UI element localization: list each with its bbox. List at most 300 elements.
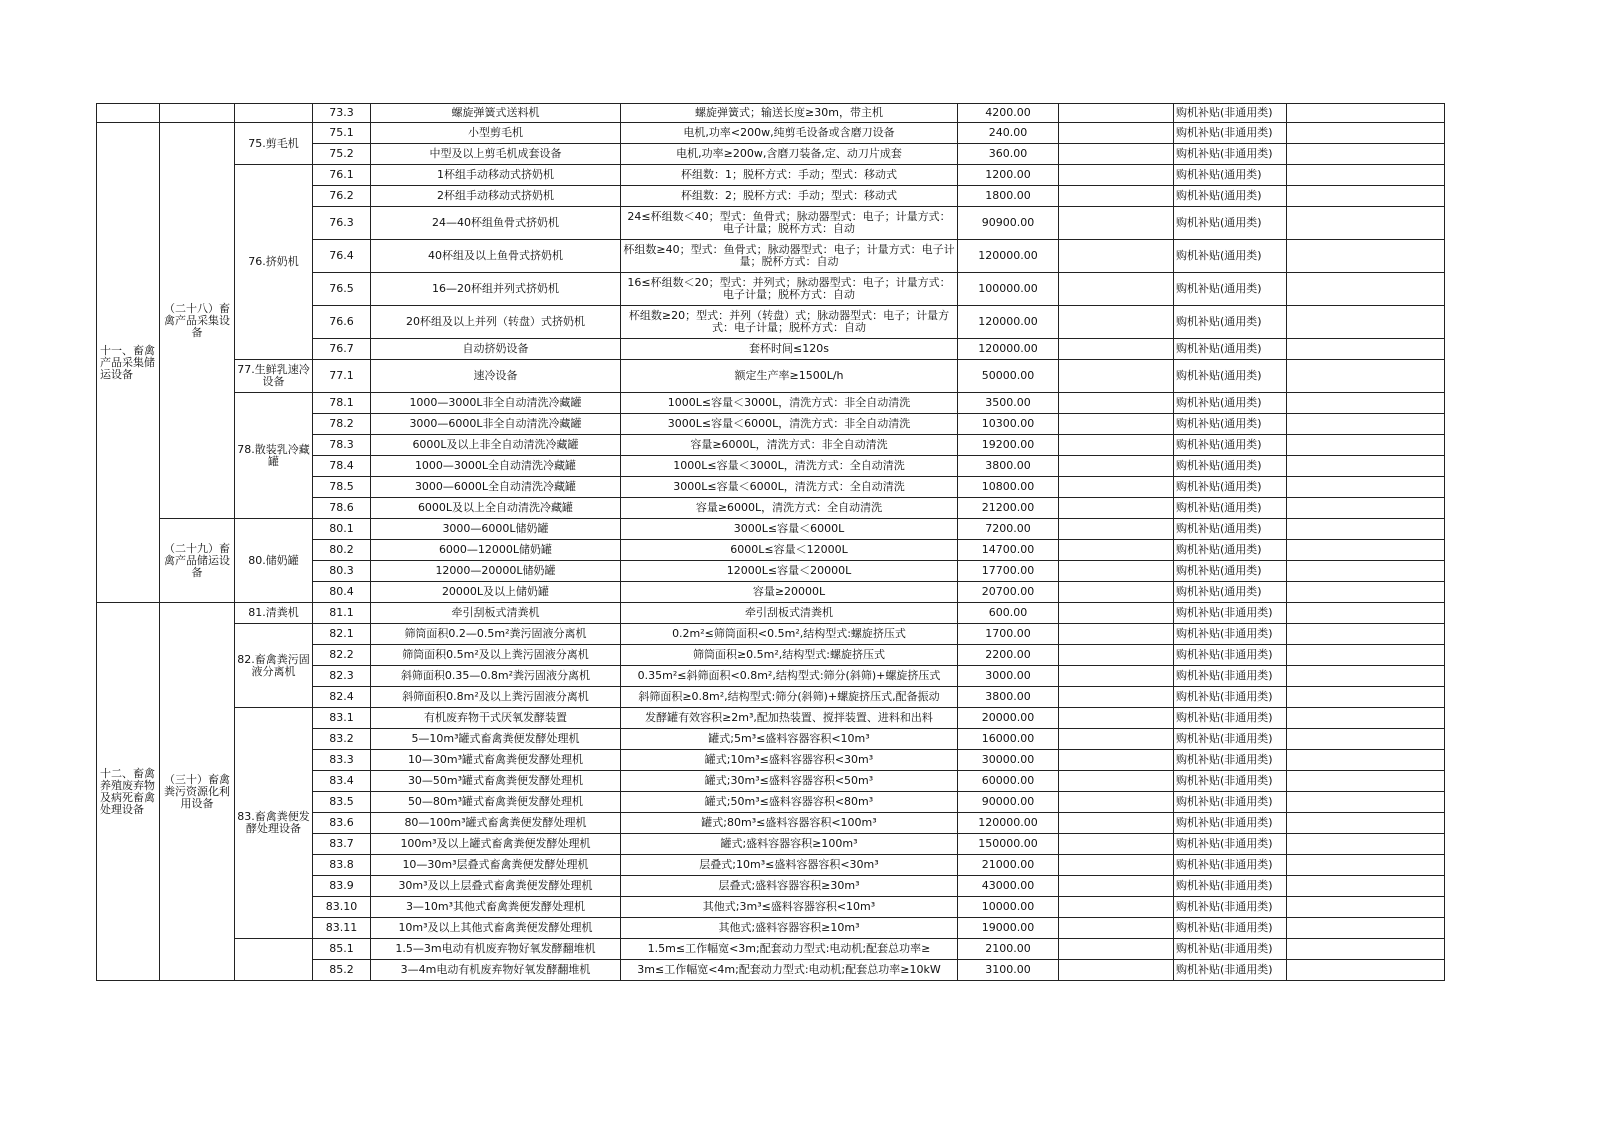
empty-cell [1287,104,1445,123]
cell-spec: 其他式;盛料容器容积≥10m³ [621,918,958,939]
cell-type: 购机补贴(通用类) [1174,207,1287,240]
cell-code: 83.2 [313,729,371,750]
cell-code: 78.4 [313,456,371,477]
cell-price: 100000.00 [958,273,1059,306]
cell-type: 购机补贴(非通用类) [1174,729,1287,750]
cell-note [1059,708,1174,729]
cell-note [1059,477,1174,498]
cell-note [1059,540,1174,561]
item-group-cell: 78.散装乳冷藏罐 [235,393,313,519]
cell-note [1059,750,1174,771]
cell-name: 24—40杯组鱼骨式挤奶机 [371,207,621,240]
cell-name: 牵引刮板式清粪机 [371,603,621,624]
table-row [97,165,1445,186]
cell-note [1059,582,1174,603]
empty-cell [1287,855,1445,876]
cell-type: 购机补贴(通用类) [1174,273,1287,306]
cell-code: 75.1 [313,123,371,144]
empty-cell [1287,240,1445,273]
cell-price: 360.00 [958,144,1059,165]
item-group-cell: 81.清粪机 [235,603,313,624]
cell-type: 购机补贴(非通用类) [1174,855,1287,876]
empty-cell [1287,519,1445,540]
table-row [97,939,1445,960]
cell-spec: 容量≥6000L，清洗方式：全自动清洗 [621,498,958,519]
cell-note [1059,339,1174,360]
cell-note [1059,876,1174,897]
cell-code: 76.6 [313,306,371,339]
cell-name: 5—10m³罐式畜禽粪便发酵处理机 [371,729,621,750]
cell-note [1059,729,1174,750]
empty-cell [1287,165,1445,186]
cell-type: 购机补贴(非通用类) [1174,792,1287,813]
cell-name: 3000—6000L储奶罐 [371,519,621,540]
cell-spec: 杯组数≥40；型式：鱼骨式；脉动器型式：电子；计量方式：电子计量；脱杯方式：自动 [621,240,958,273]
cell-type: 购机补贴(非通用类) [1174,603,1287,624]
item-group-cell: 80.储奶罐 [235,519,313,603]
empty-cell [1287,603,1445,624]
empty-cell [1287,207,1445,240]
cell-price: 3800.00 [958,687,1059,708]
cell-note [1059,414,1174,435]
empty-cell [1287,414,1445,435]
cell-code: 82.1 [313,624,371,645]
cell-type: 购机补贴(非通用类) [1174,834,1287,855]
cell-type: 购机补贴(通用类) [1174,306,1287,339]
cell-name: 速冷设备 [371,360,621,393]
cell-name: 2杯组手动移动式挤奶机 [371,186,621,207]
empty-cell [1287,273,1445,306]
cell-code: 80.4 [313,582,371,603]
empty-cell [1287,729,1445,750]
cell-type: 购机补贴(非通用类) [1174,750,1287,771]
cell-name: 10—30m³层叠式畜禽粪便发酵处理机 [371,855,621,876]
cell-type: 购机补贴(非通用类) [1174,876,1287,897]
cell-type: 购机补贴(通用类) [1174,393,1287,414]
cell-price: 17700.00 [958,561,1059,582]
empty-cell [1287,360,1445,393]
cell-type: 购机补贴(通用类) [1174,165,1287,186]
cell-code: 75.2 [313,144,371,165]
cell-name: 筛筒面积0.5m²及以上粪污固液分离机 [371,645,621,666]
cell-price: 21000.00 [958,855,1059,876]
cell-type: 购机补贴(非通用类) [1174,897,1287,918]
cell-note [1059,393,1174,414]
cell-spec: 3000L≤容量＜6000L [621,519,958,540]
cell-note [1059,918,1174,939]
cell-code: 80.1 [313,519,371,540]
empty-cell [1287,792,1445,813]
cell-name: 6000—12000L储奶罐 [371,540,621,561]
table-row [97,360,1445,393]
cell-spec: 杯组数：1；脱杯方式：手动；型式：移动式 [621,165,958,186]
cell-note [1059,360,1174,393]
cell-type: 购机补贴(通用类) [1174,339,1287,360]
cell-code: 78.3 [313,435,371,456]
cell-price: 7200.00 [958,519,1059,540]
cell-type: 购机补贴(非通用类) [1174,918,1287,939]
cell-spec: 罐式;10m³≤盛料容器容积<30m³ [621,750,958,771]
cell-note [1059,561,1174,582]
item-group-cell [235,104,313,123]
cell-note [1059,273,1174,306]
cell-price: 90000.00 [958,792,1059,813]
category-cell: 十一、畜禽产品采集储运设备 [97,123,160,603]
cell-spec: 3000L≤容量＜6000L，清洗方式：全自动清洗 [621,477,958,498]
cell-name: 1.5—3m电动有机废弃物好氧发酵翻堆机 [371,939,621,960]
cell-price: 3800.00 [958,456,1059,477]
cell-name: 10m³及以上其他式畜禽粪便发酵处理机 [371,918,621,939]
cell-type: 购机补贴(非通用类) [1174,144,1287,165]
empty-cell [1287,624,1445,645]
cell-name: 小型剪毛机 [371,123,621,144]
empty-cell [1287,498,1445,519]
cell-spec: 套杯时间≤120s [621,339,958,360]
cell-name: 斜筛面积0.35—0.8m²粪污固液分离机 [371,666,621,687]
cell-name: 3000—6000L非全自动清洗冷藏罐 [371,414,621,435]
cell-note [1059,897,1174,918]
cell-name: 自动挤奶设备 [371,339,621,360]
cell-name: 30m³及以上层叠式畜禽粪便发酵处理机 [371,876,621,897]
cell-code: 76.4 [313,240,371,273]
cell-price: 90900.00 [958,207,1059,240]
empty-cell [1287,897,1445,918]
cell-spec: 发酵罐有效容积≥2m³,配加热装置、搅拌装置、进料和出料 [621,708,958,729]
cell-spec: 16≤杯组数＜20；型式：并列式；脉动器型式：电子；计量方式：电子计量；脱杯方式：自动 [621,273,958,306]
cell-spec: 斜筛面积≥0.8m²,结构型式:筛分(斜筛)+螺旋挤压式,配备振动 [621,687,958,708]
empty-cell [1287,771,1445,792]
cell-note [1059,144,1174,165]
empty-cell [1287,582,1445,603]
cell-note [1059,165,1174,186]
empty-cell [1287,540,1445,561]
cell-code: 83.6 [313,813,371,834]
cell-price: 120000.00 [958,813,1059,834]
cell-spec: 1.5m≤工作幅宽<3m;配套动力型式:电动机;配套总功率≥ [621,939,958,960]
empty-cell [1287,435,1445,456]
cell-code: 83.3 [313,750,371,771]
cell-spec: 杯组数≥20；型式：并列（转盘）式；脉动器型式：电子；计量方式：电子计量；脱杯方式：自动 [621,306,958,339]
cell-code: 77.1 [313,360,371,393]
cell-price: 43000.00 [958,876,1059,897]
cell-spec: 其他式;3m³≤盛料容器容积<10m³ [621,897,958,918]
cell-name: 3000—6000L全自动清洗冷藏罐 [371,477,621,498]
cell-type: 购机补贴(非通用类) [1174,708,1287,729]
empty-cell [1287,186,1445,207]
cell-note [1059,939,1174,960]
item-group-cell: 83.畜禽粪便发酵处理设备 [235,708,313,939]
cell-type: 购机补贴(非通用类) [1174,123,1287,144]
cell-price: 3100.00 [958,960,1059,981]
cell-type: 购机补贴(通用类) [1174,456,1287,477]
cell-note [1059,603,1174,624]
cell-note [1059,456,1174,477]
cell-code: 76.5 [313,273,371,306]
empty-cell [1287,144,1445,165]
table-row [97,393,1445,414]
cell-price: 14700.00 [958,540,1059,561]
cell-price: 3500.00 [958,393,1059,414]
cell-code: 81.1 [313,603,371,624]
table-row [97,519,1445,540]
cell-name: 100m³及以上罐式畜禽粪便发酵处理机 [371,834,621,855]
cell-spec: 电机,功率<200w,纯剪毛设备或含磨刀设备 [621,123,958,144]
empty-cell [1287,876,1445,897]
cell-price: 1200.00 [958,165,1059,186]
cell-price: 4200.00 [958,104,1059,123]
cell-spec: 筛筒面积≥0.5m²,结构型式:螺旋挤压式 [621,645,958,666]
empty-cell [1287,306,1445,339]
empty-cell [1287,339,1445,360]
cell-code: 82.2 [313,645,371,666]
cell-spec: 容量≥20000L [621,582,958,603]
subcategory-cell: （二十八）畜禽产品采集设备 [160,123,235,519]
cell-spec: 罐式;30m³≤盛料容器容积<50m³ [621,771,958,792]
cell-code: 83.1 [313,708,371,729]
cell-name: 1杯组手动移动式挤奶机 [371,165,621,186]
cell-spec: 1000L≤容量＜3000L，清洗方式：全自动清洗 [621,456,958,477]
cell-type: 购机补贴(非通用类) [1174,645,1287,666]
cell-spec: 罐式;50m³≤盛料容器容积<80m³ [621,792,958,813]
cell-name: 螺旋弹簧式送料机 [371,104,621,123]
empty-cell [1287,813,1445,834]
cell-name: 80—100m³罐式畜禽粪便发酵处理机 [371,813,621,834]
cell-name: 1000—3000L全自动清洗冷藏罐 [371,456,621,477]
cell-type: 购机补贴(非通用类) [1174,624,1287,645]
cell-note [1059,687,1174,708]
table-row [97,603,1445,624]
cell-note [1059,792,1174,813]
cell-code: 76.3 [313,207,371,240]
cell-spec: 12000L≤容量＜20000L [621,561,958,582]
cell-note [1059,240,1174,273]
cell-spec: 杯组数：2；脱杯方式：手动；型式：移动式 [621,186,958,207]
cell-type: 购机补贴(通用类) [1174,477,1287,498]
empty-cell [1287,645,1445,666]
cell-name: 10—30m³罐式畜禽粪便发酵处理机 [371,750,621,771]
cell-code: 80.3 [313,561,371,582]
item-group-cell: 82.畜禽粪污固液分离机 [235,624,313,708]
empty-cell [1287,477,1445,498]
item-group-cell: 77.生鲜乳速冷设备 [235,360,313,393]
cell-price: 120000.00 [958,240,1059,273]
cell-spec: 螺旋弹簧式；输送长度≥30m，带主机 [621,104,958,123]
cell-price: 20700.00 [958,582,1059,603]
cell-price: 19000.00 [958,918,1059,939]
cell-price: 150000.00 [958,834,1059,855]
subcategory-cell: （二十九）畜禽产品储运设备 [160,519,235,603]
item-group-cell: 76.挤奶机 [235,165,313,360]
cell-name: 筛筒面积0.2—0.5m²粪污固液分离机 [371,624,621,645]
table-row [97,708,1445,729]
empty-cell [1287,834,1445,855]
cell-type: 购机补贴(非通用类) [1174,939,1287,960]
cell-name: 40杯组及以上鱼骨式挤奶机 [371,240,621,273]
cell-note [1059,123,1174,144]
cell-price: 21200.00 [958,498,1059,519]
cell-name: 3—10m³其他式畜禽粪便发酵处理机 [371,897,621,918]
cell-code: 83.8 [313,855,371,876]
cell-code: 82.4 [313,687,371,708]
cell-price: 3000.00 [958,666,1059,687]
empty-cell [1287,666,1445,687]
cell-type: 购机补贴(非通用类) [1174,104,1287,123]
cell-code: 76.7 [313,339,371,360]
cell-spec: 容量≥6000L，清洗方式：非全自动清洗 [621,435,958,456]
cell-note [1059,645,1174,666]
cell-name: 16—20杯组并列式挤奶机 [371,273,621,306]
cell-code: 78.5 [313,477,371,498]
cell-price: 10000.00 [958,897,1059,918]
cell-spec: 3m≤工作幅宽<4m;配套动力型式:电动机;配套总功率≥10kW [621,960,958,981]
empty-cell [1287,123,1445,144]
cell-spec: 层叠式;10m³≤盛料容器容积<30m³ [621,855,958,876]
cell-note [1059,960,1174,981]
table-row [97,624,1445,645]
cell-note [1059,855,1174,876]
empty-cell [1287,456,1445,477]
cell-type: 购机补贴(通用类) [1174,240,1287,273]
cell-name: 12000—20000L储奶罐 [371,561,621,582]
cell-code: 83.10 [313,897,371,918]
cell-name: 6000L及以上非全自动清洗冷藏罐 [371,435,621,456]
empty-cell [1287,561,1445,582]
cell-spec: 0.35m²≤斜筛面积<0.8m²,结构型式:筛分(斜筛)+螺旋挤压式 [621,666,958,687]
cell-name: 20000L及以上储奶罐 [371,582,621,603]
cell-note [1059,306,1174,339]
cell-name: 斜筛面积0.8m²及以上粪污固液分离机 [371,687,621,708]
cell-spec: 罐式;盛料容器容积≥100m³ [621,834,958,855]
cell-price: 10800.00 [958,477,1059,498]
cell-spec: 罐式;80m³≤盛料容器容积<100m³ [621,813,958,834]
cell-note [1059,813,1174,834]
cell-code: 83.5 [313,792,371,813]
cell-price: 10300.00 [958,414,1059,435]
cell-spec: 1000L≤容量＜3000L，清洗方式：非全自动清洗 [621,393,958,414]
cell-type: 购机补贴(通用类) [1174,414,1287,435]
cell-note [1059,186,1174,207]
cell-type: 购机补贴(通用类) [1174,360,1287,393]
table-row [97,123,1445,144]
cell-note [1059,834,1174,855]
table-row [97,104,1445,123]
cell-spec: 3000L≤容量＜6000L，清洗方式：非全自动清洗 [621,414,958,435]
cell-code: 85.2 [313,960,371,981]
cell-code: 83.11 [313,918,371,939]
cell-code: 83.4 [313,771,371,792]
cell-type: 购机补贴(通用类) [1174,186,1287,207]
cell-price: 20000.00 [958,708,1059,729]
cell-spec: 24≤杯组数＜40；型式：鱼骨式；脉动器型式：电子；计量方式：电子计量；脱杯方式：自动 [621,207,958,240]
cell-price: 240.00 [958,123,1059,144]
empty-cell [1287,918,1445,939]
cell-spec: 电机,功率≥200w,含磨刀装备,定、动刀片成套 [621,144,958,165]
cell-name: 1000—3000L非全自动清洗冷藏罐 [371,393,621,414]
cell-type: 购机补贴(非通用类) [1174,687,1287,708]
cell-type: 购机补贴(通用类) [1174,540,1287,561]
cell-note [1059,519,1174,540]
cell-code: 82.3 [313,666,371,687]
cell-spec: 层叠式;盛料容器容积≥30m³ [621,876,958,897]
subcategory-cell [160,104,235,123]
cell-note [1059,771,1174,792]
cell-spec: 6000L≤容量＜12000L [621,540,958,561]
cell-type: 购机补贴(非通用类) [1174,960,1287,981]
empty-cell [1287,708,1445,729]
cell-price: 2200.00 [958,645,1059,666]
cell-name: 中型及以上剪毛机成套设备 [371,144,621,165]
cell-code: 85.1 [313,939,371,960]
cell-price: 50000.00 [958,360,1059,393]
cell-price: 30000.00 [958,750,1059,771]
empty-cell [1287,687,1445,708]
cell-note [1059,624,1174,645]
subsidy-table [96,103,1445,981]
cell-type: 购机补贴(通用类) [1174,435,1287,456]
cell-type: 购机补贴(通用类) [1174,582,1287,603]
cell-note [1059,104,1174,123]
cell-name: 有机废弃物干式厌氧发酵装置 [371,708,621,729]
cell-type: 购机补贴(非通用类) [1174,771,1287,792]
empty-cell [1287,960,1445,981]
cell-name: 3—4m电动有机废弃物好氧发酵翻堆机 [371,960,621,981]
cell-price: 120000.00 [958,339,1059,360]
cell-code: 76.1 [313,165,371,186]
cell-note [1059,435,1174,456]
cell-type: 购机补贴(非通用类) [1174,813,1287,834]
cell-price: 1800.00 [958,186,1059,207]
cell-spec: 额定生产率≥1500L/h [621,360,958,393]
cell-price: 1700.00 [958,624,1059,645]
cell-code: 78.6 [313,498,371,519]
cell-price: 19200.00 [958,435,1059,456]
category-cell [97,104,160,123]
cell-note [1059,207,1174,240]
cell-code: 78.2 [313,414,371,435]
cell-price: 16000.00 [958,729,1059,750]
cell-price: 120000.00 [958,306,1059,339]
cell-spec: 0.2m²≤筛筒面积<0.5m²,结构型式:螺旋挤压式 [621,624,958,645]
cell-code: 83.9 [313,876,371,897]
item-group-cell [235,939,313,981]
cell-note [1059,498,1174,519]
cell-name: 20杯组及以上并列（转盘）式挤奶机 [371,306,621,339]
cell-name: 50—80m³罐式畜禽粪便发酵处理机 [371,792,621,813]
cell-code: 78.1 [313,393,371,414]
cell-code: 73.3 [313,104,371,123]
cell-code: 80.2 [313,540,371,561]
cell-spec: 牵引刮板式清粪机 [621,603,958,624]
cell-price: 600.00 [958,603,1059,624]
cell-price: 2100.00 [958,939,1059,960]
cell-type: 购机补贴(通用类) [1174,498,1287,519]
cell-name: 6000L及以上全自动清洗冷藏罐 [371,498,621,519]
cell-name: 30—50m³罐式畜禽粪便发酵处理机 [371,771,621,792]
cell-note [1059,666,1174,687]
empty-cell [1287,750,1445,771]
empty-cell [1287,393,1445,414]
item-group-cell: 75.剪毛机 [235,123,313,165]
empty-cell [1287,939,1445,960]
subcategory-cell: （三十）畜禽粪污资源化利用设备 [160,603,235,981]
cell-code: 76.2 [313,186,371,207]
cell-type: 购机补贴(通用类) [1174,519,1287,540]
cell-code: 83.7 [313,834,371,855]
cell-price: 60000.00 [958,771,1059,792]
cell-spec: 罐式;5m³≤盛料容器容积<10m³ [621,729,958,750]
cell-type: 购机补贴(通用类) [1174,561,1287,582]
category-cell: 十二、畜禽养殖废弃物及病死畜禽处理设备 [97,603,160,981]
